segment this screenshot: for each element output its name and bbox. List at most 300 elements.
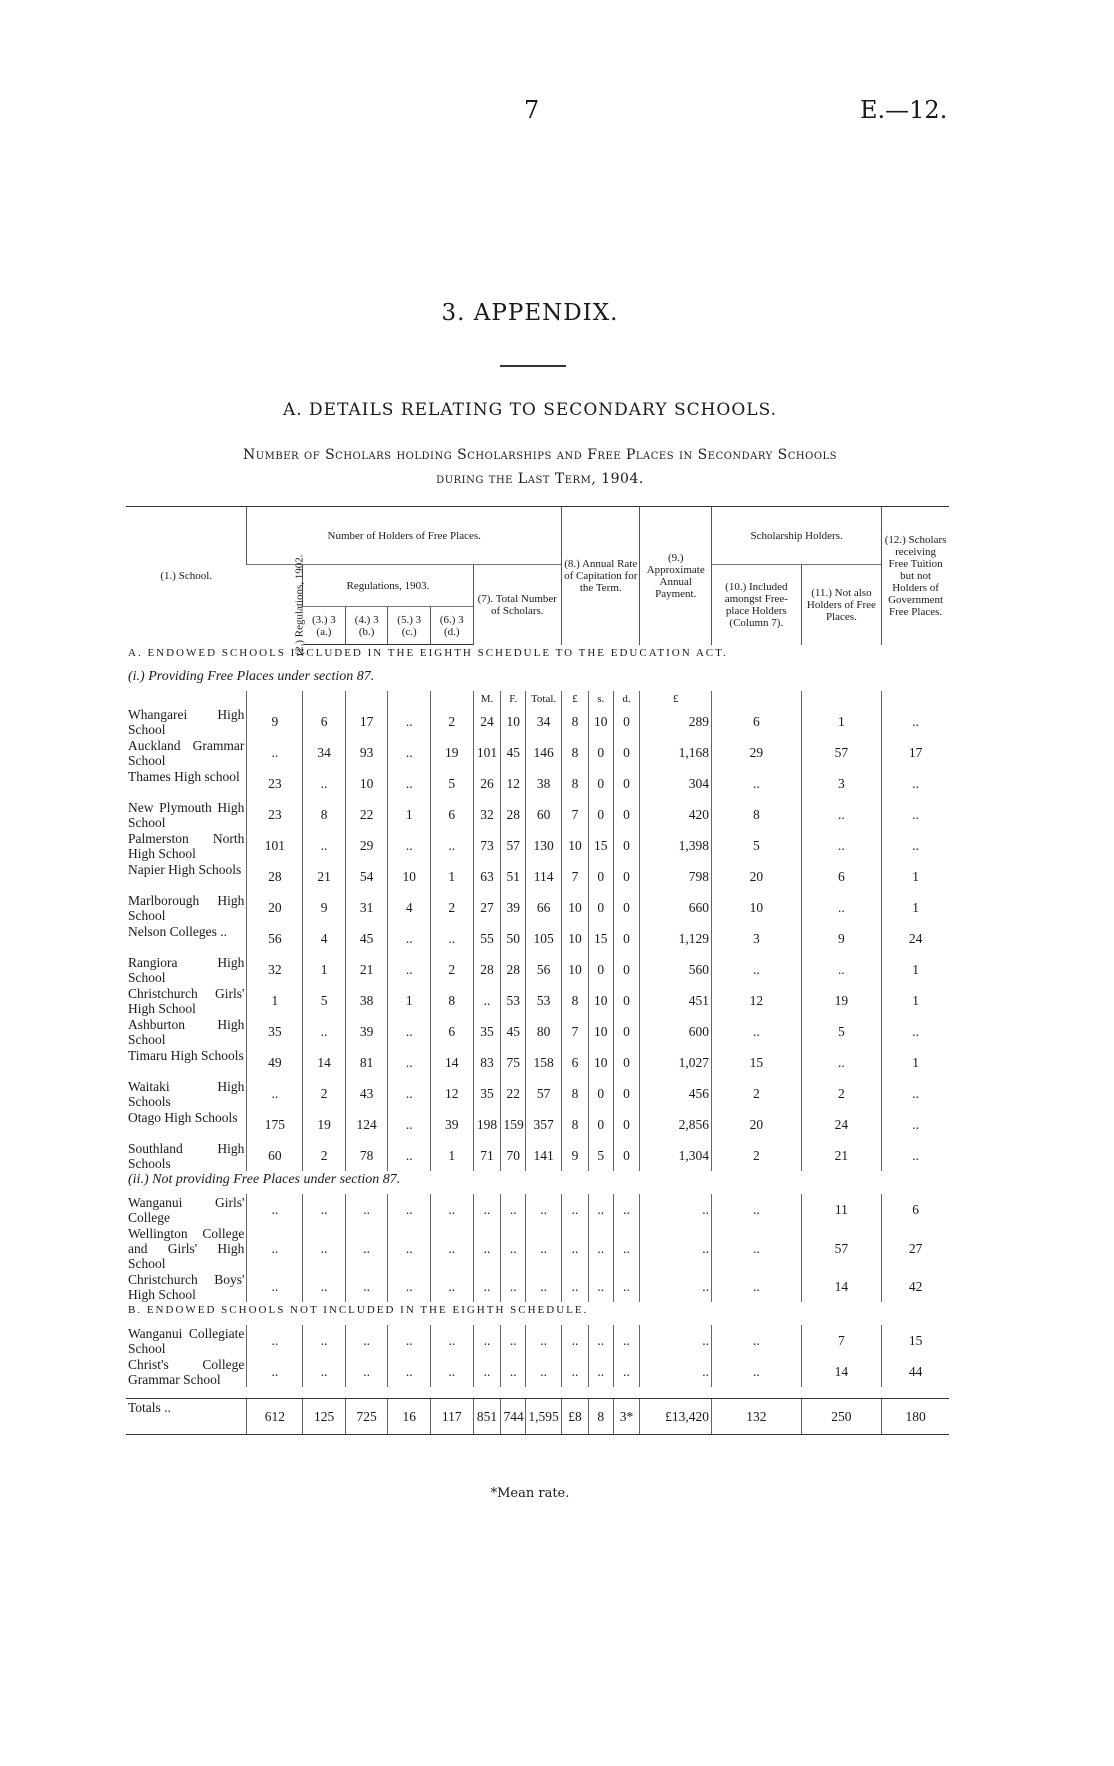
value-cell: .. [430,1225,473,1271]
table-row [126,1016,949,1047]
value-cell: 32 [247,954,303,985]
col-3a-header: (3.) 3 (a.) [303,607,346,645]
value-cell: .. [501,1194,526,1225]
value-cell: .. [388,1140,431,1171]
school-name-cell: Auckland Grammar School [128,738,245,768]
reg1902-label: (2.) Regulations, 1902. [293,554,306,656]
value-cell: 12 [712,985,802,1016]
table-row [126,830,949,861]
value-cell: .. [247,1271,303,1302]
school-name-cell: Nelson Colleges .. [128,924,227,939]
value-cell: 38 [345,985,388,1016]
value-cell: 29 [345,830,388,861]
value-cell: 63 [473,861,501,892]
value-cell: 0 [613,1047,640,1078]
value-cell: 0 [588,1078,613,1109]
value-cell: 304 [640,768,712,799]
col-capitation-header: (8.) Annual Rate of Capitation for the Term. [562,507,640,645]
totals-cell: 8 [588,1399,613,1435]
page-code: E.—12. [860,96,948,124]
value-cell: 10 [501,706,526,737]
table-row [126,861,949,892]
value-cell: 70 [501,1140,526,1171]
value-cell: 57 [801,1225,882,1271]
col-3b-header: (4.) 3 (b.) [345,607,388,645]
totals-cell: 125 [303,1399,346,1435]
value-cell: .. [388,830,431,861]
value-cell: 15 [712,1047,802,1078]
units-row [126,691,949,706]
value-cell: 21 [303,861,346,892]
table-row [126,737,949,768]
value-cell: 56 [247,923,303,954]
school-name-cell: Timaru High Schools [128,1048,244,1063]
table-row [126,768,949,799]
unit-shillings: s. [588,691,613,706]
value-cell: 10 [588,985,613,1016]
value-cell: .. [345,1325,388,1356]
school-name-cell: Rangiora High School [128,955,245,985]
value-cell: 38 [526,768,562,799]
value-cell: 7 [562,1016,589,1047]
value-cell: .. [526,1225,562,1271]
value-cell: 1 [882,892,949,923]
value-cell: 456 [640,1078,712,1109]
value-cell: 101 [473,737,501,768]
totals-cell: 180 [882,1399,949,1435]
reg1903-group-header: Regulations, 1903. [303,565,473,607]
subsection-ii-heading: (ii.) Not providing Free Places under section 87. [128,1172,401,1187]
value-cell: 10 [562,892,589,923]
value-cell: 24 [473,706,501,737]
value-cell: .. [613,1194,640,1225]
value-cell: 1 [388,799,431,830]
value-cell: 4 [303,923,346,954]
value-cell: .. [562,1356,589,1387]
value-cell: 3 [712,923,802,954]
value-cell: 19 [303,1109,346,1140]
value-cell: 53 [526,985,562,1016]
value-cell: 51 [501,861,526,892]
col-total-scholars-header: (7). Total Number of Scholars. [473,565,562,645]
value-cell: 0 [588,892,613,923]
value-cell: 12 [501,768,526,799]
value-cell: 1 [430,861,473,892]
value-cell: 1 [801,706,882,737]
value-cell: 6 [430,1016,473,1047]
value-cell: 10 [588,1016,613,1047]
value-cell: 9 [303,892,346,923]
value-cell: .. [388,1047,431,1078]
value-cell: 2 [430,706,473,737]
value-cell: .. [247,1356,303,1387]
totals-cell: 725 [345,1399,388,1435]
value-cell: 75 [501,1047,526,1078]
table-row [126,706,949,737]
value-cell: 53 [501,985,526,1016]
value-cell: 12 [430,1078,473,1109]
value-cell: 43 [345,1078,388,1109]
value-cell: 141 [526,1140,562,1171]
value-cell: 1,398 [640,830,712,861]
value-cell: 45 [345,923,388,954]
value-cell: 6 [712,706,802,737]
value-cell: 198 [473,1109,501,1140]
value-cell: 57 [801,737,882,768]
school-name-cell: Wanganui Collegiate School [128,1326,245,1356]
value-cell: 6 [430,799,473,830]
value-cell: 0 [613,1016,640,1047]
value-cell: 10 [588,1047,613,1078]
table-row [126,1271,949,1302]
value-cell: 0 [613,799,640,830]
value-cell: 0 [613,737,640,768]
school-name-cell: Wanganui Girls' College [128,1195,245,1225]
value-cell: 24 [882,923,949,954]
value-cell: 9 [562,1140,589,1171]
value-cell: .. [247,737,303,768]
value-cell: .. [473,1225,501,1271]
section-b-heading: B. ENDOWED SCHOOLS NOT INCLUDED IN THE EIGHTH SCHEDULE. [128,1304,589,1316]
value-cell: 8 [562,768,589,799]
value-cell: 451 [640,985,712,1016]
value-cell: .. [473,1271,501,1302]
value-cell: 175 [247,1109,303,1140]
unit-pound: £ [562,691,589,706]
value-cell: 28 [473,954,501,985]
value-cell: .. [882,799,949,830]
value-cell: .. [882,768,949,799]
value-cell: 10 [588,706,613,737]
value-cell: 10 [562,830,589,861]
value-cell: 0 [613,923,640,954]
value-cell: .. [588,1194,613,1225]
value-cell: 66 [526,892,562,923]
school-name-cell: Christchurch Boys' High School [128,1272,245,1302]
value-cell: 71 [473,1140,501,1171]
value-cell: .. [303,1194,346,1225]
value-cell: .. [801,954,882,985]
value-cell: .. [613,1225,640,1271]
value-cell: .. [712,1271,802,1302]
value-cell: .. [345,1225,388,1271]
value-cell: 1 [430,1140,473,1171]
value-cell: .. [430,1325,473,1356]
school-name-cell: Waitaki High Schools [128,1079,245,1109]
value-cell: .. [613,1325,640,1356]
value-cell: .. [526,1325,562,1356]
value-cell: .. [613,1356,640,1387]
school-name-cell: Whangarei High School [128,707,245,737]
value-cell: 2 [303,1140,346,1171]
value-cell: .. [388,1356,431,1387]
school-name-cell: Christchurch Girls' High School [128,986,245,1016]
unit-f: F. [501,691,526,706]
value-cell: 31 [345,892,388,923]
value-cell: 146 [526,737,562,768]
table-row [126,1047,949,1078]
value-cell: 57 [526,1078,562,1109]
value-cell: 35 [473,1016,501,1047]
value-cell: 78 [345,1140,388,1171]
totals-cell: 612 [247,1399,303,1435]
value-cell: .. [303,1016,346,1047]
value-cell: 20 [712,1109,802,1140]
value-cell: .. [712,1194,802,1225]
value-cell: .. [388,1016,431,1047]
value-cell: .. [388,954,431,985]
value-cell: .. [303,768,346,799]
value-cell: 1 [303,954,346,985]
value-cell: .. [430,830,473,861]
value-cell: 0 [613,1140,640,1171]
value-cell: .. [801,892,882,923]
value-cell: 8 [712,799,802,830]
title-rule [500,365,566,367]
value-cell: .. [882,1140,949,1171]
value-cell: 39 [345,1016,388,1047]
value-cell: 0 [613,830,640,861]
value-cell: 27 [882,1225,949,1271]
value-cell: 1 [388,985,431,1016]
col-included-header: (10.) Included amongst Free-place Holders (Column 7). [712,565,802,645]
value-cell: .. [712,954,802,985]
value-cell: 15 [588,830,613,861]
value-cell: 600 [640,1016,712,1047]
value-cell: 0 [588,861,613,892]
school-name-cell: Ashburton High School [128,1017,245,1047]
totals-cell: 851 [473,1399,501,1435]
table-row [126,1356,949,1387]
value-cell: .. [430,1194,473,1225]
value-cell: .. [882,1016,949,1047]
value-cell: 83 [473,1047,501,1078]
value-cell: 5 [588,1140,613,1171]
value-cell: .. [388,1325,431,1356]
value-cell: 2 [712,1078,802,1109]
value-cell: 158 [526,1047,562,1078]
school-name-cell: Marlborough High School [128,893,245,923]
value-cell: 55 [473,923,501,954]
value-cell: .. [388,1194,431,1225]
value-cell: .. [388,768,431,799]
value-cell: 56 [526,954,562,985]
totals-label: Totals .. [126,1399,247,1435]
value-cell: 15 [882,1325,949,1356]
value-cell: 20 [712,861,802,892]
value-cell: 6 [882,1194,949,1225]
table-row [126,1109,949,1140]
free-places-group-header: Number of Holders of Free Places. [247,507,562,565]
value-cell: .. [388,1271,431,1302]
value-cell: .. [640,1356,712,1387]
value-cell: 42 [882,1271,949,1302]
value-cell: 0 [613,892,640,923]
value-cell: 29 [712,737,802,768]
value-cell: 50 [501,923,526,954]
value-cell: .. [303,830,346,861]
value-cell: 17 [882,737,949,768]
value-cell: .. [562,1325,589,1356]
value-cell: 3 [801,768,882,799]
value-cell: .. [473,1356,501,1387]
value-cell: 24 [801,1109,882,1140]
value-cell: .. [247,1325,303,1356]
value-cell: 7 [562,799,589,830]
value-cell: 8 [562,1078,589,1109]
value-cell: 35 [247,1016,303,1047]
totals-row [126,1399,949,1435]
value-cell: .. [882,1109,949,1140]
table-row [126,954,949,985]
value-cell: 114 [526,861,562,892]
value-cell: 0 [613,861,640,892]
value-cell: 8 [562,1109,589,1140]
value-cell: 1,304 [640,1140,712,1171]
value-cell: 45 [501,737,526,768]
value-cell: 0 [613,768,640,799]
value-cell: 81 [345,1047,388,1078]
value-cell: 0 [588,768,613,799]
value-cell: 10 [712,892,802,923]
value-cell: 80 [526,1016,562,1047]
value-cell: .. [712,1225,802,1271]
value-cell: .. [882,830,949,861]
value-cell: .. [303,1225,346,1271]
value-cell: 1,168 [640,737,712,768]
value-cell: 10 [388,861,431,892]
value-cell: 39 [501,892,526,923]
value-cell: 32 [473,799,501,830]
value-cell: 34 [303,737,346,768]
value-cell: .. [303,1271,346,1302]
value-cell: 20 [247,892,303,923]
value-cell: .. [640,1225,712,1271]
value-cell: 26 [473,768,501,799]
value-cell: .. [562,1194,589,1225]
value-cell: .. [588,1356,613,1387]
value-cell: .. [526,1271,562,1302]
value-cell: .. [640,1194,712,1225]
value-cell: 0 [613,954,640,985]
value-cell: 22 [501,1078,526,1109]
value-cell: 660 [640,892,712,923]
value-cell: 19 [801,985,882,1016]
subtitle-line-2: during the Last Term, 1904. [436,471,644,487]
value-cell: .. [303,1325,346,1356]
table-subtitle [140,443,940,491]
value-cell: 0 [613,1078,640,1109]
totals-cell: 117 [430,1399,473,1435]
value-cell: 1,129 [640,923,712,954]
value-cell: 57 [501,830,526,861]
page-number: 7 [524,96,540,124]
value-cell: .. [247,1078,303,1109]
col-reg1902-header [247,554,306,656]
value-cell: 35 [473,1078,501,1109]
value-cell: 0 [613,706,640,737]
appendix-title: 3. APPENDIX. [441,300,619,326]
table-row [126,923,949,954]
value-cell: 357 [526,1109,562,1140]
col-free-tuition-header: (12.) Scholars receiving Free Tuition but not Holders of Government Free Places. [882,507,949,645]
value-cell: .. [430,1356,473,1387]
value-cell: 27 [473,892,501,923]
subtitle-line-1: Number of Scholars holding Scholarships and Free Places in Secondary Schools [242,447,838,463]
school-name-cell: Wellington College and Girls' High School [128,1226,245,1271]
value-cell: 0 [613,985,640,1016]
value-cell: 101 [247,830,303,861]
value-cell: 21 [801,1140,882,1171]
value-cell: .. [247,1225,303,1271]
value-cell: 1 [882,954,949,985]
value-cell: 6 [801,861,882,892]
section-title: A. DETAILS RELATING TO SECONDARY SCHOOLS. [282,400,778,420]
value-cell: 10 [562,923,589,954]
value-cell: .. [640,1325,712,1356]
value-cell: 14 [303,1047,346,1078]
value-cell: 7 [801,1325,882,1356]
value-cell: .. [613,1271,640,1302]
value-cell: .. [501,1325,526,1356]
col-3c-header: (5.) 3 (c.) [388,607,431,645]
value-cell: .. [345,1194,388,1225]
value-cell: 4 [388,892,431,923]
value-cell: 14 [801,1271,882,1302]
value-cell: 28 [501,799,526,830]
value-cell: 420 [640,799,712,830]
value-cell: .. [473,985,501,1016]
value-cell: .. [501,1356,526,1387]
value-cell: 10 [562,954,589,985]
value-cell: 5 [801,1016,882,1047]
totals-cell: 16 [388,1399,431,1435]
table-row [126,892,949,923]
totals-cell: 1,595 [526,1399,562,1435]
value-cell: 0 [588,1109,613,1140]
value-cell: 6 [303,706,346,737]
value-cell: 23 [247,768,303,799]
value-cell: 21 [345,954,388,985]
value-cell: .. [388,706,431,737]
unit-m: M. [473,691,501,706]
value-cell: .. [501,1271,526,1302]
value-cell: .. [801,799,882,830]
value-cell: .. [473,1194,501,1225]
value-cell: 60 [526,799,562,830]
value-cell: 39 [430,1109,473,1140]
value-cell: 798 [640,861,712,892]
totals-cell: 3* [613,1399,640,1435]
totals-cell: £13,420 [640,1399,712,1435]
table-row [126,1078,949,1109]
table-row [126,799,949,830]
school-name-cell: Palmerston North High School [128,831,245,861]
value-cell: 9 [247,706,303,737]
table-row [126,1225,949,1271]
value-cell: 8 [303,799,346,830]
value-cell: 130 [526,830,562,861]
section-a-heading: A. ENDOWED SCHOOLS INCLUDED IN THE EIGHTH SCHEDULE TO THE EDUCATION ACT. [128,647,728,659]
value-cell: 54 [345,861,388,892]
value-cell: 159 [501,1109,526,1140]
value-cell: 28 [501,954,526,985]
unit-total: Total. [526,691,562,706]
value-cell: 105 [526,923,562,954]
value-cell: .. [526,1194,562,1225]
value-cell: .. [345,1271,388,1302]
value-cell: .. [526,1356,562,1387]
